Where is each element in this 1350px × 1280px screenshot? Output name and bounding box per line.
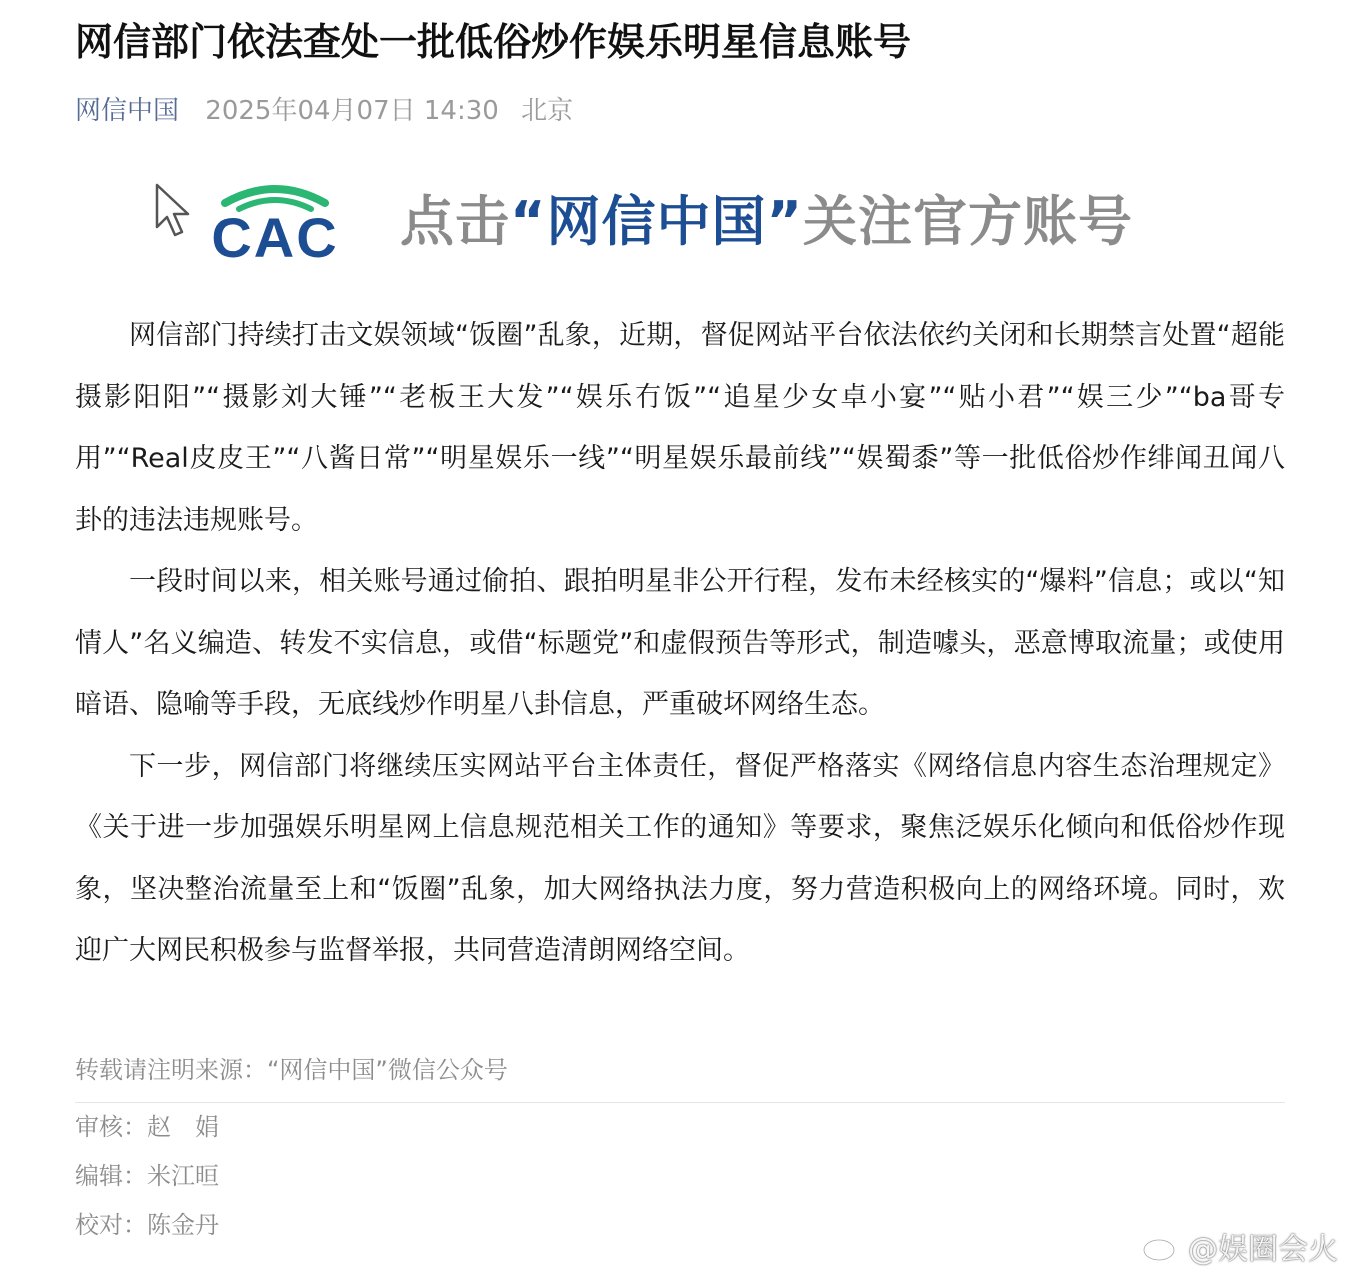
page-title: 网信部门依法查处一批低俗炒作娱乐明星信息账号 [75,20,912,64]
follow-account-banner[interactable] [75,175,1175,270]
credit-proofreader [75,1201,1285,1250]
article-footer [75,1050,1285,1250]
cac-logo [195,181,355,261]
credit-value: 米江晅 [147,1162,219,1190]
article-body [75,305,1285,982]
publish-location: 北京 [521,96,574,126]
banner-prefix: 点击 [400,190,510,253]
paragraph: 一段时间以来，相关账号通过偷拍、跟拍明星非公开行程，发布未经核实的“爆料”信息；或以“知情人”名义编造、转发不实信息，或借“标题党”和虚假预告等形式，制造噱头，恶意博取流量；或使用暗语、隐喻等手段，无底线炒作明星八卦信息，严重破坏网络生态。 [75,566,1285,720]
publish-time: 2025年04月07日 14:30 [205,96,499,126]
article-meta [75,92,573,130]
banner-suffix: 关注官方账号 [802,190,1133,253]
weibo-icon [1142,1229,1182,1263]
credit-label: 审核： [75,1113,147,1141]
credit-reviewer [75,1103,1285,1152]
credit-value: 赵 娟 [147,1113,219,1141]
mouse-pointer-icon [153,183,193,239]
banner-account-name: “网信中国” [510,190,803,253]
watermark [1142,1224,1338,1268]
paragraph: 网信部门持续打击文娱领域“饭圈”乱象，近期，督促网站平台依法依约关闭和长期禁言处置“超能摄影阳阳”“摄影刘大锤”“老板王大发”“娱乐冇饭”“追星少女卓小宴”“贴小君”“娱三少”“ba哥专用”“Real皮皮王”“八酱日常”“明星娱乐一线”“明星娱乐最前线”“娱蜀黍”等一批低俗炒作绯闻丑闻八卦的违法违规账号。 [75,320,1285,536]
credit-value: 陈金丹 [147,1211,219,1239]
credit-label: 校对： [75,1211,147,1239]
credit-label: 编辑： [75,1162,147,1190]
watermark-text: @娱圈会火 [1188,1232,1338,1267]
source-account-link[interactable]: 网信中国 [75,96,180,126]
paragraph: 下一步，网信部门将继续压实网站平台主体责任，督促严格落实《网络信息内容生态治理规定》《关于进一步加强娱乐明星网上信息规范相关工作的通知》等要求，聚焦泛娱乐化倾向和低俗炒作现象，坚决整治流量至上和“饭圈”乱象，加大网络执法力度，努力营造积极向上的网络环境。同时，欢迎广大网民积极参与监督举报，共同营造清朗网络空间。 [75,750,1285,966]
repost-note: 转载请注明来源：“网信中国”微信公众号 [75,1050,1285,1103]
banner-text [400,189,1133,255]
credit-editor [75,1152,1285,1201]
cac-logo-text: CAC [211,206,339,261]
